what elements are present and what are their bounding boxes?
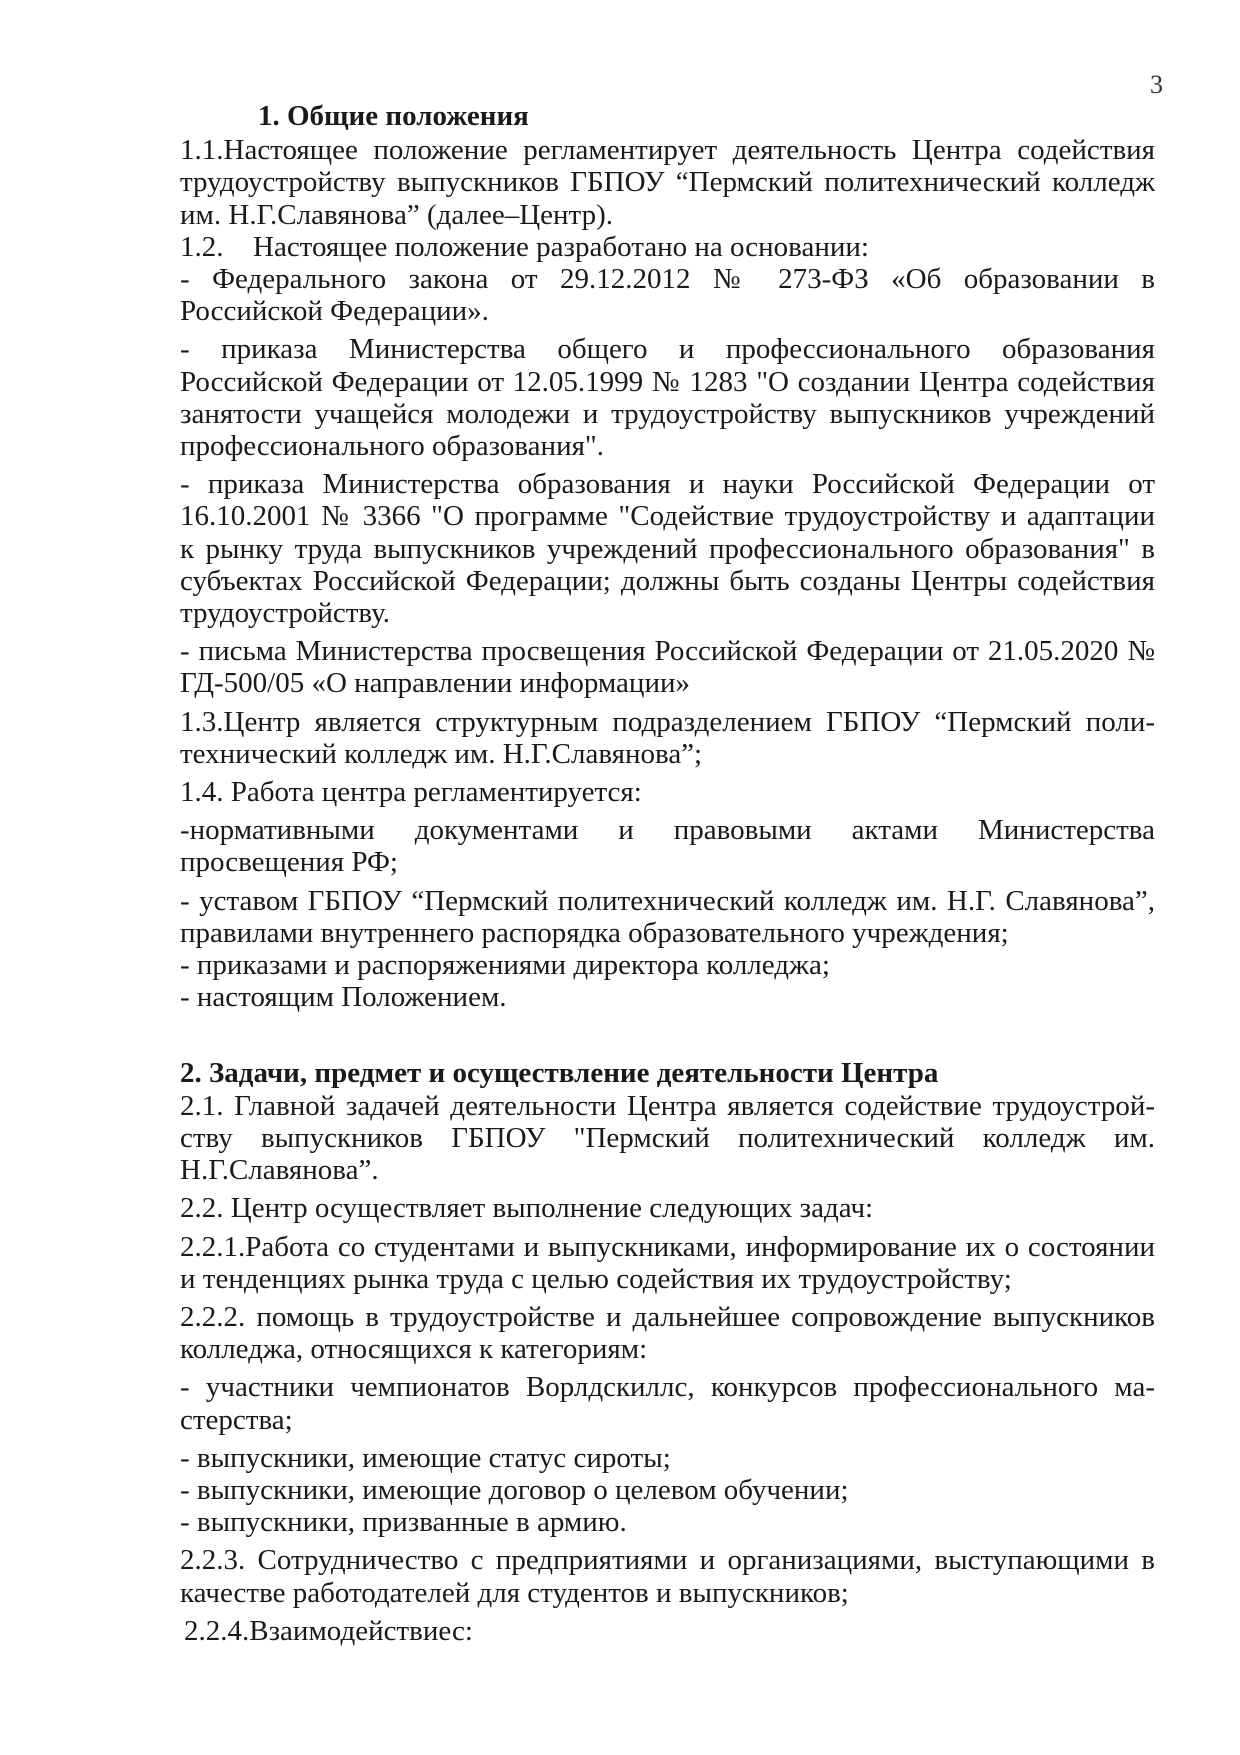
basis-order-1999-line: - приказа Министерства общего и профессионального образования [180,333,1155,366]
basis-letter-2020-line: ГД-500/05 «О направлении информации» [180,667,690,700]
clause-2-2-1-line: 2.2.1.Работа со студентами и выпускниками, информирование их о состоянии [180,1230,1155,1263]
clause-2-2-1-line: и тенденциях рынка труда с целью содействия их трудоустройству; [180,1262,1012,1295]
reg-orders: - приказами и распоряжениями директора колледжа; [180,949,830,982]
clause-2-1-line: Н.Г.Славянова”. [180,1154,379,1187]
section-2-heading: 2. Задачи, предмет и осуществление деятельности Центра [180,1057,939,1090]
clause-2-2: 2.2. Центр осуществляет выполнение следующих задач: [180,1192,874,1225]
clause-1-4: 1.4. Работа центра регламентируется: [180,776,642,809]
section-1-heading: 1. Общие положения [258,100,529,132]
reg-normative-line: просвещения РФ; [180,846,398,879]
clause-1-2 [180,231,1155,263]
category-target-training: - выпускники, имеющие договор о целевом обучении; [180,1473,849,1506]
reg-charter-line: правилами внутреннего распорядка образовательного учреждения; [180,916,1009,949]
clause-1-2-text: Настоящее положение разработано на основании: [253,230,869,263]
reg-normative-line: -нормативными документами и правовыми актами Министерства [180,814,1155,847]
reg-charter-line: - уставом ГБПОУ “Пермский политехнический колледж им. Н.Г. Славянова”, [180,884,1155,917]
clause-1-3-line: технический колледж им. Н.Г.Славянова”; [180,737,703,770]
basis-order-1999-line: профессионального образования". [180,430,605,463]
basis-order-2001-line: трудоустройству. [180,597,390,630]
category-worldskills-line: - участники чемпионатов Ворлдскиллс, конкурсов профессионального ма- [180,1371,1155,1404]
basis-order-2001-line: - приказа Министерства образования и науки Российской Федерации от [180,468,1155,501]
basis-federal-law-line: Российской Федерации». [180,295,489,328]
basis-order-1999-line: Российской Федерации от 12.05.1999 № 1283 "О создании Центра содействия [180,365,1155,398]
basis-order-2001-line: субъектах Российской Федерации; должны быть созданы Центры содействия [180,564,1155,597]
clause-2-2-4: 2.2.4.Взаимодействиес: [184,1614,473,1647]
clause-1-2-number: 1.2. [180,230,224,263]
category-army: - выпускники, призванные в армию. [180,1506,627,1539]
clause-2-2-3-line: 2.2.3. Сотрудничество с предприятиями и организациями, выступающими в [180,1544,1155,1577]
document-body [180,100,1155,1647]
basis-federal-law-line: - Федерального закона от 29.12.2012 № 273-ФЗ «Об образовании в [180,263,1155,296]
category-worldskills-line: стерства; [180,1403,293,1436]
clause-1-3-line: 1.3.Центр является структурным подразделением ГБПОУ “Пермский поли- [180,705,1155,738]
page-number: 3 [1150,70,1163,99]
category-orphans: - выпускники, имеющие статус сироты; [180,1441,671,1474]
clause-2-1-line: ству выпускников ГБПОУ "Пермский политехнический колледж им. [180,1121,1155,1154]
clause-1-1-line: 1.1.Настоящее положение регламентирует деятельность Центра содействия [180,134,1155,167]
basis-order-2001-line: 16.10.2001 № 3366 "О программе "Содействие трудоустройству и адаптации [180,500,1155,533]
basis-order-1999-line: занятости учащейся молодежи и трудоустройству выпускников учреждений [180,397,1155,430]
clause-2-1-line: 2.1. Главной задачей деятельности Центра является содействие трудоустрой- [180,1089,1155,1122]
reg-regulation: - настоящим Положением. [180,981,507,1014]
clause-2-2-2-line: колледжа, относящихся к категориям: [180,1333,648,1366]
clause-1-1-line: им. Н.Г.Славянова” (далее–Центр). [180,198,613,231]
clause-2-2-3-line: качестве работодателей для студентов и выпускников; [180,1576,849,1609]
clause-2-2-2-line: 2.2.2. помощь в трудоустройстве и дальнейшее сопровождение выпускников [180,1300,1155,1333]
basis-letter-2020-line: - письма Министерства просвещения Российской Федерации от 21.05.2020 № [180,635,1155,668]
basis-order-2001-line: к рынку труда выпускников учреждений профессионального образования" в [180,532,1155,565]
clause-1-1-line: трудоустройству выпускников ГБПОУ “Пермский политехнический колледж [180,166,1155,199]
